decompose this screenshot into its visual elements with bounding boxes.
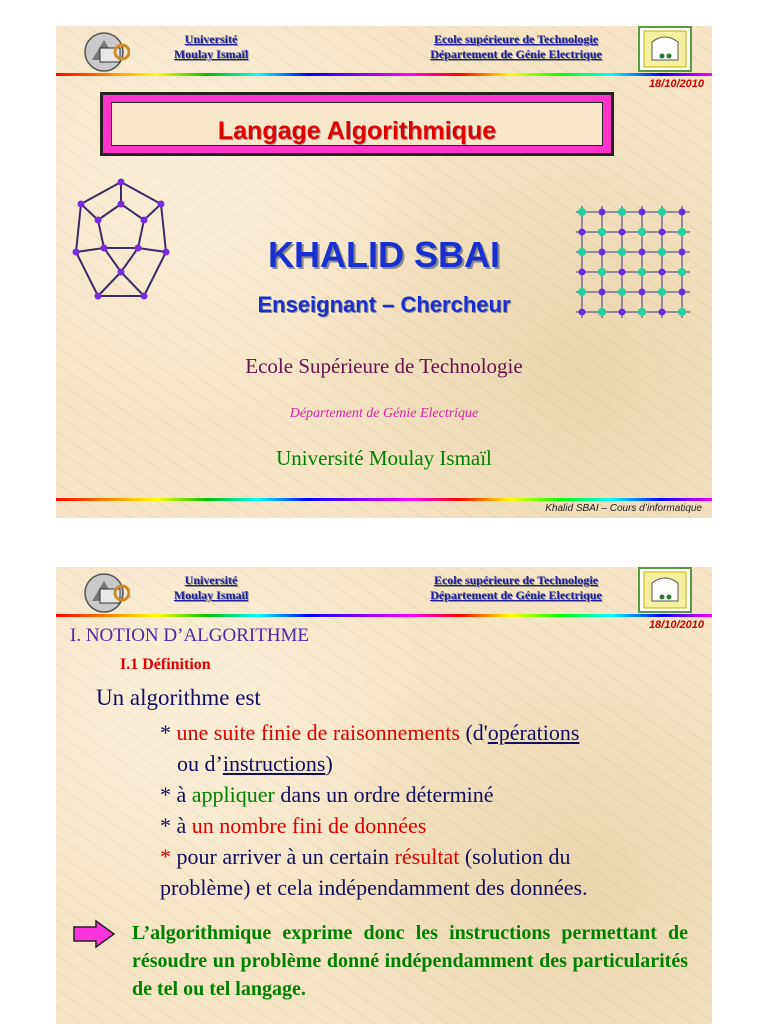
university-header: Université Moulay Ismaïl [173,573,249,602]
slide-2 [56,567,712,1024]
school-header: Ecole supérieure de Technologie Département de Génie Electrique [430,32,602,61]
definition-list [160,717,710,903]
school-header: Ecole supérieure de Technologie Département de Génie Electrique [430,573,602,602]
slide-footer: Khalid SBAI – Cours d’informatique [545,503,702,514]
university-logo-icon [82,30,130,74]
school-logo-icon [638,567,692,613]
department-name: Département de Génie Electrique [289,406,479,421]
bullet-1: * une suite finie de raisonnements (d'opérations [160,720,580,745]
bullet-1-continued: ou d’instructions) [177,751,333,776]
bullet-2: * à appliquer dans un ordre déterminé [160,782,494,807]
author-name: KHALID SBAI [268,234,500,275]
date: 18/10/2010 [648,619,704,631]
title-frame [100,92,614,156]
author-role: Enseignant – Chercheur [257,292,511,317]
section-heading: I. NOTION D’ALGORITHME [70,625,310,646]
university-logo-icon [82,571,130,615]
algorithmic-note: L’algorithmique exprime donc les instructions permettant de résoudre un problème donné indépendamment des particularités de tel ou tel langage. [132,922,688,1000]
bullet-4-continued: problème) et cela indépendamment des données. [160,875,588,900]
university-name: Université Moulay Ismaïl [276,446,492,470]
course-title: Langage Algorithmique [217,117,497,145]
subsection-heading: I.1 Définition [120,656,211,673]
bullet-4: * pour arriver à un certain résultat (solution du [160,844,571,869]
footer-divider [56,498,712,501]
header-divider [56,614,712,617]
date: 18/10/2010 [648,78,704,90]
definition-intro: Un algorithme est [96,685,261,710]
arrow-right-icon [72,919,116,949]
school-name: Ecole Supérieure de Technologie [245,354,523,378]
bullet-3: * à un nombre fini de données [160,813,427,838]
slide-1 [56,26,712,518]
school-logo-icon [638,26,692,72]
header-divider [56,73,712,76]
university-header: Université Moulay Ismaïl [173,32,249,61]
